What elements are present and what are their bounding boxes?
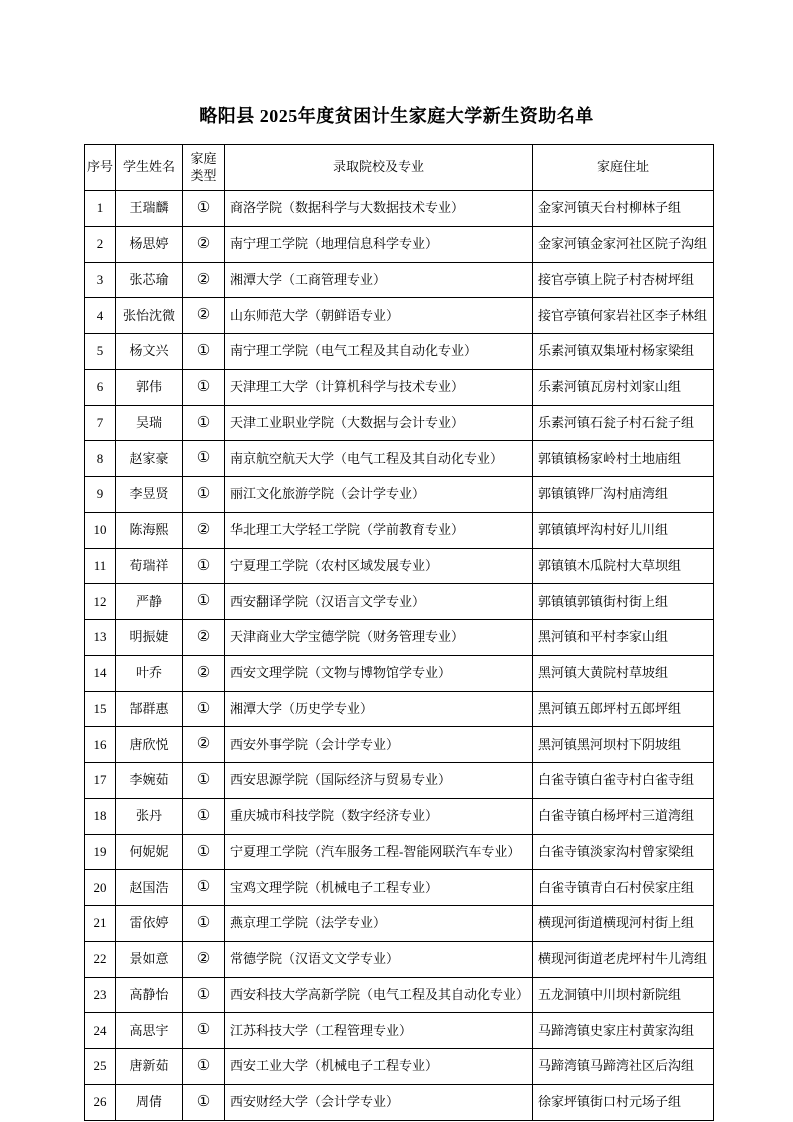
- student-name: 高思宇: [116, 1013, 183, 1049]
- row-number: 13: [85, 620, 116, 656]
- family-type: ①: [183, 191, 225, 227]
- student-name: 赵家豪: [116, 441, 183, 477]
- college-major: 燕京理工学院（法学专业）: [225, 906, 533, 942]
- college-major: 常德学院（汉语文文学专业）: [225, 941, 533, 977]
- family-type: ②: [183, 226, 225, 262]
- college-major: 西安外事学院（会计学专业）: [225, 727, 533, 763]
- college-major: 天津理工大学（计算机科学与技术专业）: [225, 369, 533, 405]
- row-number: 21: [85, 906, 116, 942]
- home-address: 接官亭镇何家岩社区李子林组: [533, 298, 714, 334]
- student-name: 王瑞麟: [116, 191, 183, 227]
- table-row: [85, 691, 714, 727]
- student-name: 明振婕: [116, 620, 183, 656]
- student-name: 叶乔: [116, 655, 183, 691]
- row-number: 25: [85, 1049, 116, 1085]
- table-row: [85, 977, 714, 1013]
- student-name: 杨文兴: [116, 334, 183, 370]
- table-row: [85, 834, 714, 870]
- row-number: 7: [85, 405, 116, 441]
- table-row: [85, 512, 714, 548]
- college-major: 天津商业大学宝德学院（财务管理专业）: [225, 620, 533, 656]
- student-name: 唐新茹: [116, 1049, 183, 1085]
- header-type: 家庭类型: [183, 145, 225, 191]
- table-row: [85, 369, 714, 405]
- college-major: 宁夏理工学院（农村区域发展专业）: [225, 548, 533, 584]
- student-name: 张怡沈微: [116, 298, 183, 334]
- home-address: 五龙洞镇中川坝村新院组: [533, 977, 714, 1013]
- row-number: 23: [85, 977, 116, 1013]
- student-name: 高静怡: [116, 977, 183, 1013]
- college-major: 西安科技大学高新学院（电气工程及其自动化专业）: [225, 977, 533, 1013]
- family-type: ①: [183, 334, 225, 370]
- student-name: 郜群惠: [116, 691, 183, 727]
- family-type: ②: [183, 298, 225, 334]
- row-number: 24: [85, 1013, 116, 1049]
- family-type: ②: [183, 620, 225, 656]
- family-type: ②: [183, 512, 225, 548]
- table-row: [85, 191, 714, 227]
- home-address: 郭镇镇铧厂沟村庙湾组: [533, 477, 714, 513]
- student-name: 荀瑞祥: [116, 548, 183, 584]
- family-type: ①: [183, 834, 225, 870]
- header-name: 学生姓名: [116, 145, 183, 191]
- family-type: ①: [183, 691, 225, 727]
- table-row: [85, 334, 714, 370]
- student-name: 李昱贤: [116, 477, 183, 513]
- table-row: [85, 226, 714, 262]
- home-address: 徐家坪镇街口村元场子组: [533, 1084, 714, 1120]
- college-major: 山东师范大学（朝鲜语专业）: [225, 298, 533, 334]
- family-type: ②: [183, 655, 225, 691]
- family-type: ①: [183, 1013, 225, 1049]
- college-major: 华北理工大学轻工学院（学前教育专业）: [225, 512, 533, 548]
- home-address: 黑河镇大黄院村草坡组: [533, 655, 714, 691]
- college-major: 南宁理工学院（电气工程及其自动化专业）: [225, 334, 533, 370]
- student-name: 吴瑞: [116, 405, 183, 441]
- student-name: 唐欣悦: [116, 727, 183, 763]
- row-number: 14: [85, 655, 116, 691]
- home-address: 横现河街道老虎坪村牛儿湾组: [533, 941, 714, 977]
- family-type: ①: [183, 798, 225, 834]
- student-name: 杨思婷: [116, 226, 183, 262]
- student-name: 雷依婷: [116, 906, 183, 942]
- table-row: [85, 727, 714, 763]
- college-major: 宁夏理工学院（汽车服务工程-智能网联汽车专业）: [225, 834, 533, 870]
- college-major: 西安翻译学院（汉语言文学专业）: [225, 584, 533, 620]
- row-number: 8: [85, 441, 116, 477]
- home-address: 乐素河镇瓦房村刘家山组: [533, 369, 714, 405]
- row-number: 19: [85, 834, 116, 870]
- table-row: [85, 262, 714, 298]
- family-type: ①: [183, 906, 225, 942]
- home-address: 白雀寺镇淡家沟村曾家梁组: [533, 834, 714, 870]
- row-number: 2: [85, 226, 116, 262]
- row-number: 10: [85, 512, 116, 548]
- family-type: ①: [183, 870, 225, 906]
- home-address: 黑河镇和平村李家山组: [533, 620, 714, 656]
- row-number: 20: [85, 870, 116, 906]
- table-row: [85, 1049, 714, 1085]
- college-major: 湘潭大学（工商管理专业）: [225, 262, 533, 298]
- home-address: 乐素河镇石瓮子村石瓮子组: [533, 405, 714, 441]
- header-row: [85, 145, 714, 191]
- home-address: 郭镇镇木瓜院村大草坝组: [533, 548, 714, 584]
- student-name: 何妮妮: [116, 834, 183, 870]
- college-major: 重庆城市科技学院（数字经济专业）: [225, 798, 533, 834]
- table-row: [85, 906, 714, 942]
- home-address: 乐素河镇双集垭村杨家梁组: [533, 334, 714, 370]
- family-type: ①: [183, 548, 225, 584]
- student-name: 景如意: [116, 941, 183, 977]
- college-major: 天津工业职业学院（大数据与会计专业）: [225, 405, 533, 441]
- family-type: ①: [183, 369, 225, 405]
- table-row: [85, 763, 714, 799]
- row-number: 11: [85, 548, 116, 584]
- row-number: 17: [85, 763, 116, 799]
- table-row: [85, 870, 714, 906]
- table-row: [85, 1084, 714, 1120]
- student-name: 张芯瑜: [116, 262, 183, 298]
- home-address: 郭镇镇坪沟村好儿川组: [533, 512, 714, 548]
- home-address: 黑河镇五郎坪村五郎坪组: [533, 691, 714, 727]
- table-row: [85, 441, 714, 477]
- college-major: 商洛学院（数据科学与大数据技术专业）: [225, 191, 533, 227]
- family-type: ①: [183, 477, 225, 513]
- row-number: 4: [85, 298, 116, 334]
- home-address: 黑河镇黑河坝村下阴坡组: [533, 727, 714, 763]
- college-major: 丽江文化旅游学院（会计学专业）: [225, 477, 533, 513]
- home-address: 横现河街道横现河村街上组: [533, 906, 714, 942]
- table-row: [85, 655, 714, 691]
- college-major: 宝鸡文理学院（机械电子工程专业）: [225, 870, 533, 906]
- college-major: 西安思源学院（国际经济与贸易专业）: [225, 763, 533, 799]
- table-row: [85, 584, 714, 620]
- student-name: 周倩: [116, 1084, 183, 1120]
- row-number: 12: [85, 584, 116, 620]
- row-number: 16: [85, 727, 116, 763]
- row-number: 6: [85, 369, 116, 405]
- row-number: 22: [85, 941, 116, 977]
- family-type: ②: [183, 941, 225, 977]
- home-address: 白雀寺镇青白石村侯家庄组: [533, 870, 714, 906]
- home-address: 马蹄湾镇马蹄湾社区后沟组: [533, 1049, 714, 1085]
- family-type: ①: [183, 977, 225, 1013]
- table-row: [85, 798, 714, 834]
- home-address: 郭镇镇杨家岭村土地庙组: [533, 441, 714, 477]
- page-title: 略阳县 2025年度贫困计生家庭大学新生资助名单: [199, 106, 594, 126]
- family-type: ①: [183, 763, 225, 799]
- table-row: [85, 1013, 714, 1049]
- college-major: 西安文理学院（文物与博物馆学专业）: [225, 655, 533, 691]
- college-major: 南宁理工学院（地理信息科学专业）: [225, 226, 533, 262]
- family-type: ②: [183, 727, 225, 763]
- home-address: 白雀寺镇白雀寺村白雀寺组: [533, 763, 714, 799]
- college-major: 西安财经大学（会计学专业）: [225, 1084, 533, 1120]
- student-name: 陈海熙: [116, 512, 183, 548]
- row-number: 5: [85, 334, 116, 370]
- student-name: 郭伟: [116, 369, 183, 405]
- table-row: [85, 548, 714, 584]
- table-row: [85, 620, 714, 656]
- student-name: 李婉茹: [116, 763, 183, 799]
- family-type: ①: [183, 584, 225, 620]
- row-number: 3: [85, 262, 116, 298]
- family-type: ①: [183, 405, 225, 441]
- header-no: 序号: [85, 145, 116, 191]
- family-type: ②: [183, 262, 225, 298]
- table-row: [85, 941, 714, 977]
- home-address: 金家河镇金家河社区院子沟组: [533, 226, 714, 262]
- home-address: 马蹄湾镇史家庄村黄家沟组: [533, 1013, 714, 1049]
- table-row: [85, 477, 714, 513]
- row-number: 9: [85, 477, 116, 513]
- family-type: ①: [183, 1084, 225, 1120]
- family-type: ①: [183, 1049, 225, 1085]
- home-address: 金家河镇天台村柳林子组: [533, 191, 714, 227]
- student-name: 赵国浩: [116, 870, 183, 906]
- table-row: [85, 298, 714, 334]
- home-address: 白雀寺镇白杨坪村三道湾组: [533, 798, 714, 834]
- family-type: ①: [183, 441, 225, 477]
- row-number: 18: [85, 798, 116, 834]
- home-address: 接官亭镇上院子村杏树坪组: [533, 262, 714, 298]
- college-major: 湘潭大学（历史学专业）: [225, 691, 533, 727]
- home-address: 郭镇镇郭镇街村街上组: [533, 584, 714, 620]
- college-major: 江苏科技大学（工程管理专业）: [225, 1013, 533, 1049]
- row-number: 26: [85, 1084, 116, 1120]
- student-name: 严静: [116, 584, 183, 620]
- table-row: [85, 405, 714, 441]
- student-name: 张丹: [116, 798, 183, 834]
- header-college: 录取院校及专业: [225, 145, 533, 191]
- header-address: 家庭住址: [533, 145, 714, 191]
- row-number: 1: [85, 191, 116, 227]
- aid-table: [84, 144, 714, 1121]
- college-major: 西安工业大学（机械电子工程专业）: [225, 1049, 533, 1085]
- college-major: 南京航空航天大学（电气工程及其自动化专业）: [225, 441, 533, 477]
- row-number: 15: [85, 691, 116, 727]
